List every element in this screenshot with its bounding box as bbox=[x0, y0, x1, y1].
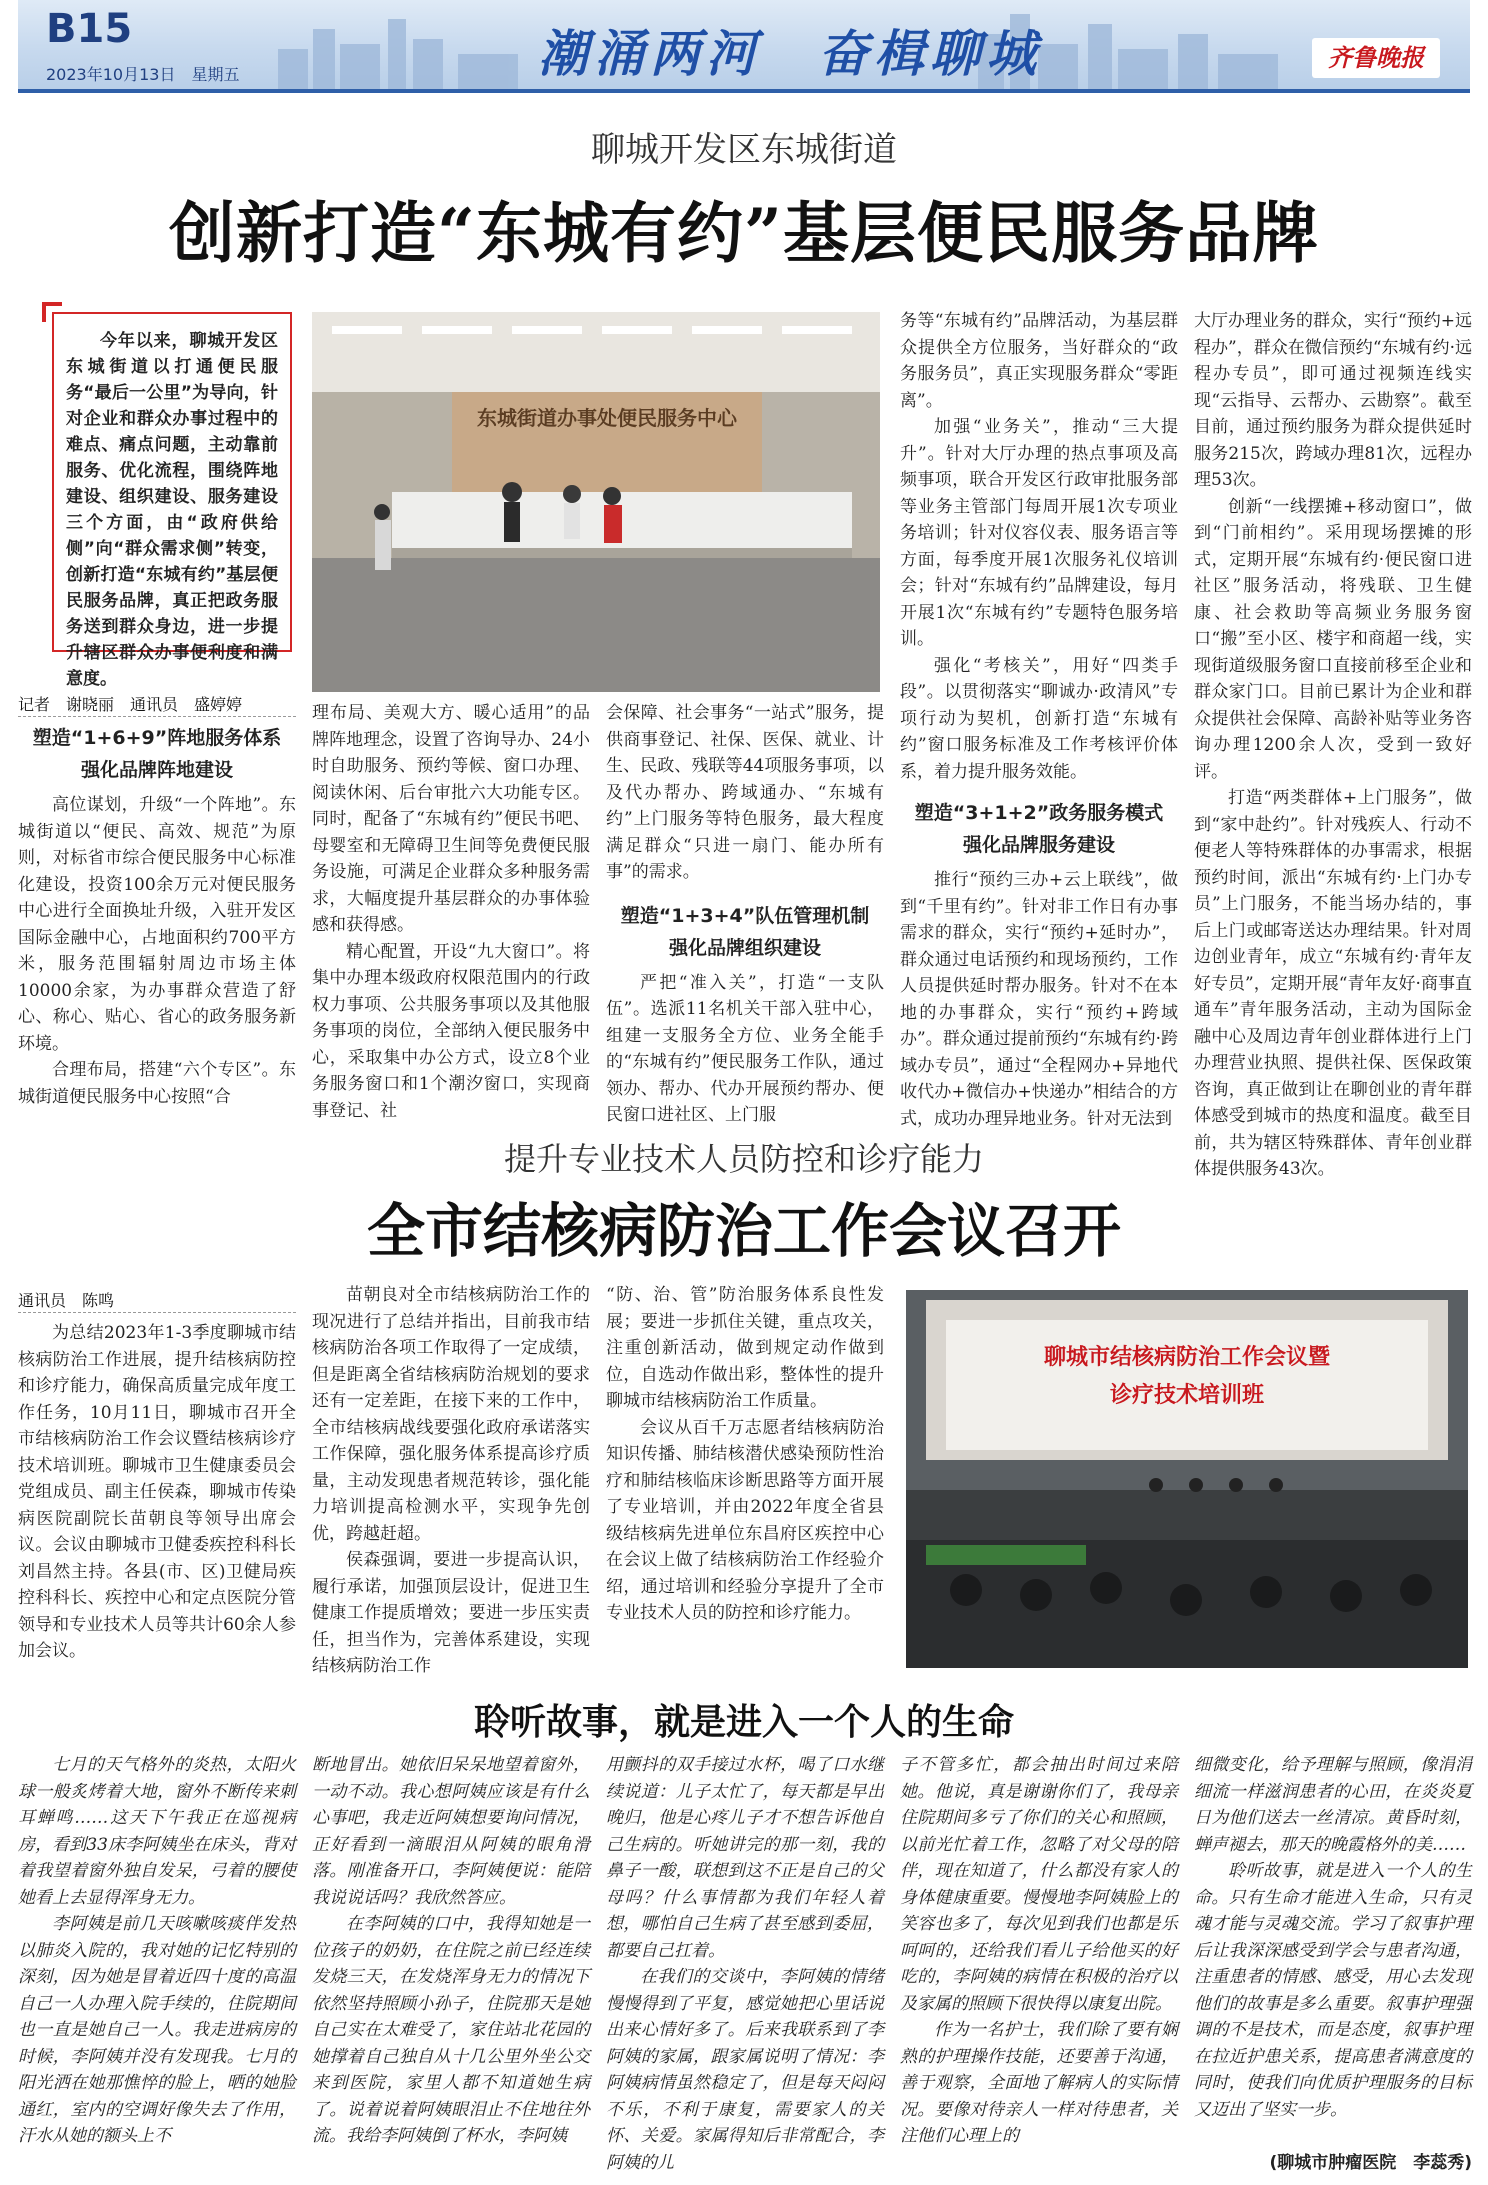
article1-column-3 bbox=[606, 700, 884, 1125]
paragraph: 大厅办理业务的群众，实行“预约+远程办”，群众在微信预约“东城有约·远程办专员”，即可通过视频连线实现“云指导、云帮办、云勘察”。截至目前，通过预约服务为群众提供延时服务215次，跨域办理81次，远程办理53次。 bbox=[1194, 311, 1472, 490]
article2-column-3 bbox=[606, 1282, 884, 1682]
paragraph: 合理布局，搭建“六个专区”。东城街道便民服务中心按照“合 bbox=[18, 1060, 296, 1107]
subhead-2a: 塑造“1+3+4”队伍管理机制 bbox=[620, 904, 870, 927]
paragraph: 强化“考核关”，用好“四类手段”。以贯彻落实“聊诚办·政清风”专项行动为契机，创新打造“东城有约”窗口服务标准及工作考核评价体系，着力提升服务效能。 bbox=[900, 655, 1178, 782]
page-number: B15 bbox=[46, 6, 133, 52]
paragraph: 断地冒出。她依旧呆呆地望着窗外，一动不动。我心想阿姨应该是有什么心事吧，我走近阿姨想要询问情况，正好看到一滴眼泪从阿姨的眼角滑落。刚准备开口，李阿姨便说：能陪我说说话吗？我欣然答应。 bbox=[312, 1755, 590, 1908]
article1-headline: 创新打造“东城有约”基层便民服务品牌 bbox=[169, 194, 1319, 272]
article3-column-4 bbox=[900, 1752, 1178, 2177]
article2-kicker: 提升专业技术人员防控和诊疗能力 bbox=[503, 1140, 984, 1178]
paragraph: 作为一名护士，我们除了要有娴熟的护理操作技能，还要善于沟通，善于观察，全面地了解病人的实际情况。要像对待亲人一样对待患者，关注他们心理上的 bbox=[900, 2020, 1178, 2146]
article3-column-5 bbox=[1194, 1752, 1472, 2144]
paragraph: 理布局、美观大方、暖心适用”的品牌阵地理念，设置了咨询导办、24小时自助服务、预约等候、窗口办理、阅读休闲、后台审批六大功能专区。同时，配备了“东城有约”便民书吧、母婴室和无障碍卫生间等免费便民服务设施，可满足企业群众多种服务需求，大幅度提升基层群众的办事体验感和获得感。 bbox=[312, 703, 590, 935]
intro-text: 今年以来，聊城开发区东城街道以打通便民服务“最后一公里”为导向，针对企业和群众办事过程中的难点、痛点问题，主动靠前服务、优化流程，围绕阵地建设、组织建设、服务建设三个方面，由“政府供给侧”向“群众需求侧”转变，创新打造“东城有约”基层便民服务品牌，真正把政务服务送到群众身边，进一步提升辖区群众办事便利度和满意度。 bbox=[66, 331, 278, 689]
paragraph: 加强“业务关”，推动“三大提升”。针对大厅办理的热点事项及高频事项，联合开发区行政审批服务部等业务主管部门每周开展1次专项业务培训；针对仪容仪表、服务语言等方面，每季度开展1次服务礼仪培训会；针对“东城有约”品牌建设，每月开展1次“东城有约”专题特色服务培训。 bbox=[900, 417, 1178, 649]
article2-column-2 bbox=[312, 1282, 590, 1682]
article1-column-1 bbox=[18, 722, 296, 1118]
article1-kicker: 聊城开发区东城街道 bbox=[591, 130, 897, 170]
paragraph: 子不管多忙，都会抽出时间过来陪她。他说，真是谢谢你们了，我母亲住院期间多亏了你们的关心和照顾，以前光忙着工作，忽略了对父母的陪伴，现在知道了，什么都没有家人的身体健康重要。慢慢地李阿姨脸上的笑容也多了，每次见到我们也都是乐呵呵的，还给我们看儿子给他买的好吃的，李阿姨的病情在积极的治疗以及家属的照顾下很快得以康复出院。 bbox=[900, 1755, 1178, 2014]
paragraph: 务等“东城有约”品牌活动，为基层群众提供全方位服务，当好群众的“政务服务员”，真正实现服务群众“零距离”。 bbox=[900, 311, 1178, 411]
paragraph: 细微变化，给予理解与照顾，像涓涓细流一样滋润患者的心田，在炎炎夏日为他们送去一丝清凉。黄昏时刻，蝉声褪去，那天的晚霞格外的美…… bbox=[1194, 1755, 1472, 1855]
paragraph: 侯森强调，要进一步提高认识，履行承诺，加强顶层设计，促进卫生健康工作提质增效；要进一步压实责任，担当作为，完善体系建设，实现结核病防治工作 bbox=[312, 1550, 590, 1676]
paragraph: 在我们的交谈中，李阿姨的情绪慢慢得到了平复，感觉她把心里话说出来心情好多了。后来我联系到了李阿姨的家属，跟家属说明了情况：李阿姨病情虽然稳定了，但是每天闷闷不乐，不利于康复，需要家人的关怀、关爱。家属得知后非常配合，李阿姨的儿 bbox=[606, 1967, 884, 2173]
conference-banner-line-1: 聊城市结核病防治工作会议暨 bbox=[1043, 1345, 1330, 1370]
subhead-2b: 强化品牌组织建设 bbox=[668, 936, 821, 959]
hall-wall-sign: 东城街道办事处便民服务中心 bbox=[477, 406, 737, 430]
paragraph: “防、治、管”防治服务体系良性发展；要进一步抓住关键，重点攻关，注重创新活动，做到规定动作做到位，自选动作做出彩，整体性的提升聊城市结核病防治工作质量。 bbox=[606, 1285, 884, 1411]
subhead-1a: 塑造“1+6+9”阵地服务体系 bbox=[32, 727, 282, 749]
byline-divider bbox=[18, 716, 296, 717]
article2-headline: 全市结核病防治工作会议召开 bbox=[366, 1197, 1121, 1265]
conference-banner-line-2: 诊疗技术培训班 bbox=[1109, 1383, 1264, 1408]
paragraph: 七月的天气格外的炎热，太阳火球一般炙烤着大地，窗外不断传来刺耳蝉鸣……这天下午我正在巡视病房，看到33床李阿姨坐在床头，背对着我望着窗外独自发呆，弓着的腰使她看上去显得浑身无力。 bbox=[18, 1755, 296, 1908]
article3-column-1 bbox=[18, 1752, 296, 2177]
paragraph: 高位谋划，升级“一个阵地”。东城街道以“便民、高效、规范”为原则，对标省市综合便民服务中心标准化建设，投资100余万元对便民服务中心进行全面换址升级，入驻开发区国际金融中心，占地面积约700平方米，服务范围辐射周边市场主体10000余家，为办事群众营造了舒心、称心、贴心、省心的政务服务新环境。 bbox=[18, 795, 296, 1054]
paragraph: 会保障、社会事务“一站式”服务，提供商事登记、社保、医保、就业、计生、民政、残联等44项服务事项，以及代办帮办、跨域通办、“东城有约”上门服务等特色服务，最大程度满足群众“只进一扇门、能办所有事”的需求。 bbox=[606, 703, 884, 882]
paragraph: 创新“一线摆摊+移动窗口”，做到“门前相约”。采用现场摆摊的形式，定期开展“东城有约·便民窗口进社区”服务活动，将残联、卫生健康、社会救助等高频业务服务窗口“搬”至小区、楼宇和商超一线，实现街道级服务窗口直接前移至企业和群众家门口。目前已累计为企业和群众提供社会保障、高龄补贴等业务咨询办理1200余人次，受到一致好评。 bbox=[1194, 496, 1472, 782]
article1-column-5 bbox=[1194, 308, 1472, 1179]
subhead-3b: 强化品牌服务建设 bbox=[962, 834, 1115, 856]
article2-column-1 bbox=[18, 1320, 296, 1680]
article1-byline: 记者 谢晓丽 通讯员 盛婷婷 bbox=[18, 695, 243, 714]
article3-column-2 bbox=[312, 1752, 590, 2177]
article3-headline: 聆听故事，就是进入一个人的生命 bbox=[473, 1702, 1014, 1743]
paragraph: 聆听故事，就是进入一个人的生命。只有生命才能进入生命，只有灵魂才能与灵魂交流。学习了叙事护理后让我深深感受到学会与患者沟通，注重患者的情感、感受，用心去发现他们的故事是多么重要。叙事护理强调的不是技术，而是态度，叙事护理在拉近护患关系，提高患者满意度的同时，使我们向优质护理服务的目标又迈出了坚实一步。 bbox=[1194, 1861, 1472, 2120]
byline-divider bbox=[18, 1312, 296, 1313]
subhead-1b: 强化品牌阵地建设 bbox=[80, 759, 233, 781]
paragraph: 打造“两类群体+上门服务”，做到“家中赴约”。针对残疾人、行动不便老人等特殊群体的办事需求，根据预约时间，派出“东城有约·上门办专员”上门服务，不能当场办结的，事后上门或邮寄送达办理结果。针对周边创业青年，成立“东城有约·青年友好专员”，定期开展“青年友好·商事直通车”青年服务活动，主动为国际金融中心及周边青年创业群体进行上门办理营业执照、提供社保、医保政策咨询，真正做到让在聊创业的青年群体感受到城市的热度和温度。截至目前，共为辖区特殊群体、青年创业群体提供服务43次。 bbox=[1194, 788, 1472, 1179]
article1-intro bbox=[52, 312, 292, 689]
article3-column-3 bbox=[606, 1752, 884, 2177]
service-hall-image bbox=[312, 312, 880, 692]
article1-column-4 bbox=[900, 308, 1178, 1129]
paragraph: 精心配置，开设“九大窗口”。将集中办理本级政府权限范围内的行政权力事项、公共服务事项以及其他服务事项的岗位，全部纳入便民服务中心，采取集中办公方式，设立8个业务服务窗口和1个潮汐窗口，实现商事登记、社 bbox=[312, 941, 590, 1121]
subhead-3a: 塑造“3+1+2”政务服务模式 bbox=[914, 802, 1164, 824]
article3-signature: (聊城市肿瘤医院 李蕊秀) bbox=[1269, 2153, 1472, 2173]
conference-photo bbox=[906, 1290, 1468, 1668]
paragraph: 推行“预约三办+云上联线”，做到“千里有约”。针对非工作日有办事需求的群众，实行“预约+延时办”，群众通过电话预约和现场预约，工作人员提供延时帮办服务。针对不在本地的办事群众，实行“预约+跨域办”。群众通过提前预约“东城有约·跨域办专员”，通过“全程网办+异地代收代办+微信办+快递办”相结合的方式，成功办理异地业务。针对无法到 bbox=[900, 870, 1178, 1129]
service-hall-photo bbox=[312, 312, 880, 692]
paragraph: 会议从百千万志愿者结核病防治知识传播、肺结核潜伏感染预防性治疗和肺结核临床诊断思路等方面开展了专业培训，并由2022年度全省县级结核病先进单位东昌府区疾控中心在会议上做了结核病防治工作经验介绍，通过培训和经验分享提升了全市专业技术人员的防控和诊疗能力。 bbox=[606, 1417, 884, 1623]
article1-column-2 bbox=[312, 700, 590, 1121]
issue-date: 2023年10月13日 星期五 bbox=[46, 65, 240, 84]
paragraph: 在李阿姨的口中，我得知她是一位孩子的奶奶，在住院之前已经连续发烧三天，在发烧浑身无力的情况下依然坚持照顾小孙子，住院那天是她自己实在太难受了，家住站北花园的她撑着自己独自从十几公里外坐公交来到医院，家里人都不知道她生病了。说着说着阿姨眼泪止不住地往外流。我给李阿姨倒了杯水，李阿姨 bbox=[312, 1914, 590, 2146]
article2-byline: 通讯员 陈鸣 bbox=[18, 1291, 115, 1310]
paragraph: 苗朝良对全市结核病防治工作的现况进行了总结并指出，目前我市结核病防治各项工作取得了一定成绩，但是距离全省结核病防治规划的要求还有一定差距，在接下来的工作中，全市结核病战线要强化政府承诺落实工作保障，强化服务体系提高诊疗质量，主动发现患者规范转诊，强化能力培训提高检测水平，实现争先创优，跨越赶超。 bbox=[312, 1285, 590, 1544]
masthead-band bbox=[18, 0, 1470, 93]
paragraph: 李阿姨是前几天咳嗽咳痰伴发热以肺炎入院的，我对她的记忆特别的深刻，因为她是冒着近四十度的高温自己一人办理入院手续的，住院期间也一直是她自己一人。我走进病房的时候，李阿姨并没有发现我。七月的阳光洒在她那憔悴的脸上，晒的她脸通红，室内的空调好像失去了作用，汗水从她的额头上不 bbox=[18, 1914, 296, 2146]
newspaper-logo: 齐鲁晚报 bbox=[1312, 38, 1440, 78]
paragraph: 为总结2023年1-3季度聊城市结核病防治工作进展，提升结核病防控和诊疗能力，确保高质量完成年度工作任务，10月11日，聊城市召开全市结核病防治工作会议暨结核病诊疗技术培训班。聊城市卫生健康委员会党组成员、副主任侯森，聊城市传染病医院副院长苗朝良等领导出席会议。会议由聊城市卫健委疾控科科长刘昌然主持。各县(市、区)卫健局疾控科科长、疾控中心和定点医院分管领导和专业技术人员等共计60余人参加会议。 bbox=[18, 1323, 296, 1661]
section-slogan: 潮涌两河 奋楫聊城 bbox=[538, 25, 1042, 83]
paragraph: 用颤抖的双手接过水杯，喝了口水继续说道：儿子太忙了，每天都是早出晚归，他是心疼儿子才不想告诉他自己生病的。听她讲完的那一刻，我的鼻子一酸，联想到这不正是自己的父母吗？什么事情都为我们年轻人着想，哪怕自己生病了甚至感到委屈，都要自己扛着。 bbox=[606, 1755, 884, 1961]
paragraph: 严把“准入关”，打造“一支队伍”。选派11名机关干部入驻中心，组建一支服务全方位、业务全能手的“东城有约”便民服务工作队，通过领办、帮办、代办开展预约帮办、便民窗口进社区、上门服 bbox=[606, 972, 884, 1125]
